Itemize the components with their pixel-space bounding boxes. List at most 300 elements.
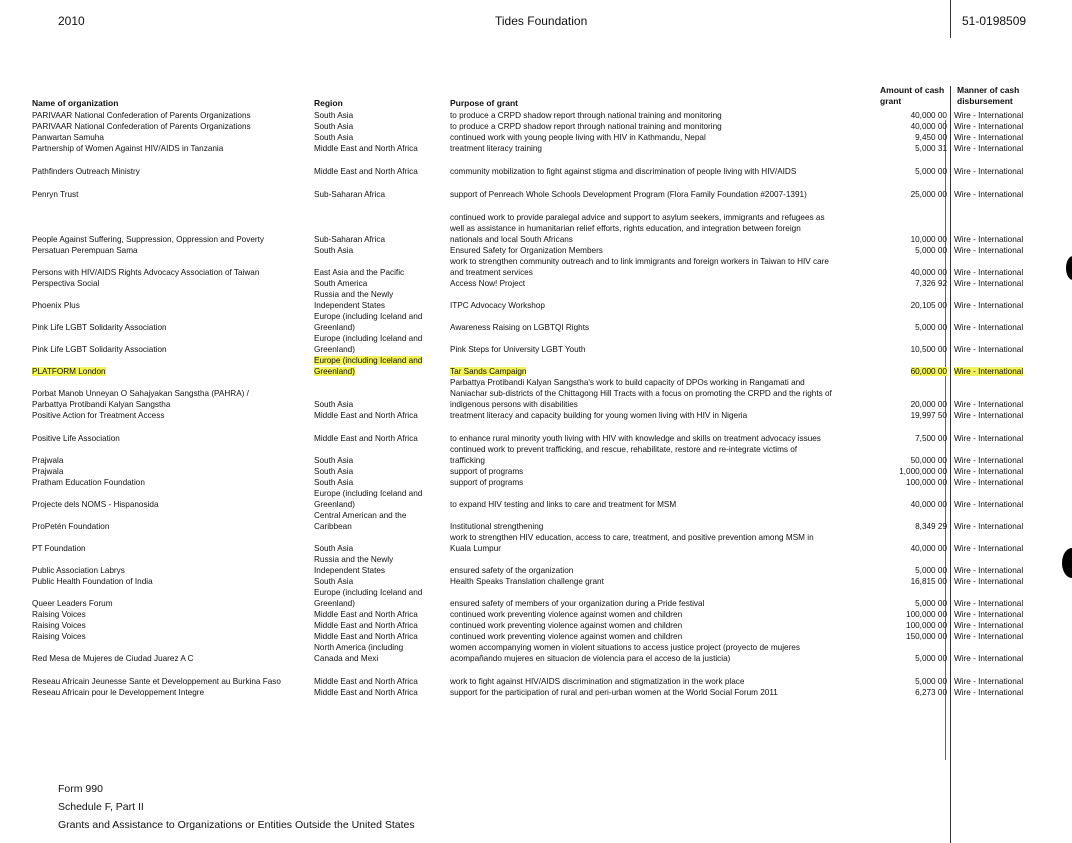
- disbursement-manner: [951, 245, 1044, 256]
- grant-region: [314, 410, 450, 421]
- disbursement-manner-text: Wire - International: [954, 632, 1024, 641]
- grant-region: [314, 532, 450, 554]
- disbursement-manner-text: Wire - International: [954, 122, 1024, 131]
- grant-region-text: East Asia and the Pacific: [314, 268, 405, 277]
- grant-amount-text: 5,000 00: [915, 323, 947, 332]
- grant-purpose: [450, 510, 885, 532]
- grantee-name: [32, 110, 314, 121]
- footer-schedule: Schedule F, Part II: [58, 801, 144, 813]
- grantee-name-text: Panwartan Samuha: [32, 133, 104, 142]
- grant-region: [314, 466, 450, 477]
- grantee-name-text: Positive Action for Treatment Access: [32, 411, 165, 420]
- grantee-name-text: Prajwala: [32, 467, 64, 476]
- grantee-name-text: Reseau Africain pour le Developpement Integre: [32, 688, 205, 697]
- grant-amount-text: 6,273 00: [915, 688, 947, 697]
- grant-purpose: [450, 245, 885, 256]
- grant-amount: [885, 642, 951, 664]
- grant-region: [314, 177, 450, 200]
- grant-amount: [885, 554, 951, 576]
- disbursement-manner: [951, 510, 1044, 532]
- grant-region-text: South Asia: [314, 133, 354, 142]
- grantee-name: [32, 620, 314, 631]
- disbursement-manner: [951, 687, 1044, 698]
- grantee-name: [32, 132, 314, 143]
- disbursement-manner: [951, 289, 1044, 311]
- grant-amount: [885, 587, 951, 609]
- grant-amount-text: 5,000 00: [915, 654, 947, 663]
- grant-amount-text: 5,000 00: [915, 246, 947, 255]
- disbursement-manner: [951, 132, 1044, 143]
- grantee-name-text: Penryn Trust: [32, 190, 79, 199]
- grant-purpose: [450, 620, 885, 631]
- disbursement-manner-text: Wire - International: [954, 400, 1024, 409]
- grant-amount: [885, 631, 951, 642]
- disbursement-manner-text: Wire - International: [954, 456, 1024, 465]
- grant-purpose: [450, 289, 885, 311]
- table-row: [32, 466, 1044, 477]
- grant-region: [314, 444, 450, 466]
- grant-region: [314, 278, 450, 289]
- grantee-name: [32, 576, 314, 587]
- grant-region: [314, 554, 450, 576]
- footer-form: Form 990: [58, 783, 103, 795]
- disbursement-manner: [951, 200, 1044, 245]
- grant-purpose-text: community mobilization to fight against stigma and discrimination of people living with HIV/AIDS: [450, 167, 797, 176]
- grant-amount-text: 50,000 00: [910, 456, 947, 465]
- grant-purpose: [450, 532, 885, 554]
- disbursement-manner-text: Wire - International: [954, 621, 1024, 630]
- table-row: [32, 154, 1044, 177]
- table-row: [32, 121, 1044, 132]
- disbursement-manner-text: Wire - International: [954, 566, 1024, 575]
- grant-region-text: Middle East and North Africa: [314, 677, 418, 686]
- grant-purpose: [450, 377, 885, 410]
- disbursement-manner-text: Wire - International: [954, 544, 1024, 553]
- grant-region: [314, 488, 450, 510]
- grant-amount-text: 150,000 00: [906, 632, 947, 641]
- grant-amount-text: 9,450 00: [915, 133, 947, 142]
- table-row: [32, 256, 1044, 278]
- grantee-name: [32, 664, 314, 687]
- disbursement-manner: [951, 256, 1044, 278]
- grant-amount-text: 10,500 00: [910, 345, 947, 354]
- grant-purpose: [450, 466, 885, 477]
- grant-purpose-text: continued work preventing violence against women and children: [450, 632, 683, 641]
- grant-region-text: Middle East and North Africa: [314, 632, 418, 641]
- grant-region: [314, 631, 450, 642]
- grant-purpose: [450, 410, 885, 421]
- disbursement-manner: [951, 110, 1044, 121]
- disbursement-manner: [951, 121, 1044, 132]
- disbursement-manner: [951, 554, 1044, 576]
- grant-region-text: Europe (including Iceland and Greenland): [314, 334, 423, 354]
- grant-purpose: [450, 256, 885, 278]
- grant-amount: [885, 355, 951, 377]
- grantee-name: [32, 355, 314, 377]
- grant-amount: [885, 609, 951, 620]
- table-row: [32, 488, 1044, 510]
- grant-purpose-text: work to strengthen HIV education, access to care, treatment, and positive prevention among MSM in Kuala Lumpur: [450, 533, 814, 553]
- grantee-name-text: Projecte dels NOMS - Hispanosida: [32, 500, 159, 509]
- grantee-name-text: Pink Life LGBT Solidarity Association: [32, 323, 167, 332]
- table-row: [32, 110, 1044, 121]
- grantee-name: [32, 554, 314, 576]
- grantee-name-text: Positive Life Association: [32, 434, 120, 443]
- grantee-name: [32, 631, 314, 642]
- grant-amount-text: 20,000 00: [910, 400, 947, 409]
- grant-amount-text: 40,000 00: [910, 111, 947, 120]
- table-row: [32, 642, 1044, 664]
- grant-purpose: [450, 278, 885, 289]
- grant-region: [314, 642, 450, 664]
- table-row: [32, 687, 1044, 698]
- grant-region-text: Russia and the Newly Independent States: [314, 290, 394, 310]
- grant-amount-text: 5,000 00: [915, 167, 947, 176]
- grantee-name: [32, 609, 314, 620]
- grant-amount: [885, 576, 951, 587]
- table-row: [32, 311, 1044, 333]
- grant-purpose: [450, 631, 885, 642]
- grant-purpose: [450, 311, 885, 333]
- grant-amount: [885, 132, 951, 143]
- grant-amount-text: 20,105 00: [910, 301, 947, 310]
- grant-purpose: [450, 421, 885, 444]
- grant-region: [314, 256, 450, 278]
- grant-purpose-text: support for the participation of rural and peri-urban women at the World Social Forum 2011: [450, 688, 778, 697]
- grant-purpose-text: continued work to prevent trafficking, and rescue, rehabilitate, restore and re-integrate victims of trafficking: [450, 445, 798, 465]
- grant-region-text: South Asia: [314, 544, 354, 553]
- table-row: [32, 510, 1044, 532]
- grant-amount-text: 40,000 00: [910, 268, 947, 277]
- table-row: [32, 333, 1044, 355]
- grantee-name-text: Phoenix Plus: [32, 301, 80, 310]
- disbursement-manner-text: Wire - International: [954, 610, 1024, 619]
- grant-amount-text: 100,000 00: [906, 478, 947, 487]
- grant-purpose: [450, 477, 885, 488]
- grantee-name: [32, 466, 314, 477]
- grant-amount: [885, 278, 951, 289]
- grant-purpose: [450, 200, 885, 245]
- grant-region: [314, 620, 450, 631]
- grantee-name: [32, 245, 314, 256]
- grant-region-text: Europe (including Iceland and Greenland): [314, 312, 423, 332]
- disbursement-manner-text: Wire - International: [954, 688, 1024, 697]
- table-row: [32, 477, 1044, 488]
- grantee-name-text: People Against Suffering, Suppression, Oppression and Poverty: [32, 235, 264, 244]
- disbursement-manner: [951, 333, 1044, 355]
- grant-amount: [885, 121, 951, 132]
- grant-purpose-text: Ensured Safety for Organization Members: [450, 246, 603, 255]
- grant-region: [314, 245, 450, 256]
- grant-purpose-text: continued work preventing violence against women and children: [450, 621, 683, 630]
- grant-amount-text: 19,997 50: [910, 411, 947, 420]
- disbursement-manner-text: Wire - International: [954, 167, 1024, 176]
- grant-purpose: [450, 110, 885, 121]
- grant-region-text: Middle East and North Africa: [314, 621, 418, 630]
- grant-purpose-text: support of programs: [450, 478, 524, 487]
- disbursement-manner-text: Wire - International: [954, 599, 1024, 608]
- disbursement-manner-text: Wire - International: [954, 235, 1024, 244]
- grant-amount: [885, 421, 951, 444]
- grant-amount-text: 5,000 00: [915, 566, 947, 575]
- disbursement-manner: [951, 355, 1044, 377]
- grantee-name: [32, 377, 314, 410]
- grantee-name-text: Pink Life LGBT Solidarity Association: [32, 345, 167, 354]
- grant-region: [314, 143, 450, 154]
- grant-region: [314, 121, 450, 132]
- grant-purpose-text: to enhance rural minority youth living with HIV with knowledge and skills on treatment advocacy issues: [450, 434, 821, 443]
- grant-amount-text: 40,000 00: [910, 500, 947, 509]
- grant-amount: [885, 687, 951, 698]
- grantee-name: [32, 311, 314, 333]
- grant-region-text: North America (including Canada and Mexi: [314, 643, 404, 663]
- disbursement-manner-text: Wire - International: [954, 500, 1024, 509]
- disbursement-manner-text: Wire - International: [954, 345, 1024, 354]
- disbursement-manner-text: Wire - International: [954, 577, 1024, 586]
- grantee-name-text: Partnership of Women Against HIV/AIDS in Tanzania: [32, 144, 224, 153]
- header-ein: 51-0198509: [962, 14, 1027, 28]
- disbursement-manner: [951, 609, 1044, 620]
- grant-purpose-text: treatment literacy training: [450, 144, 542, 153]
- grant-region: [314, 576, 450, 587]
- disbursement-manner-text: Wire - International: [954, 367, 1024, 376]
- table-row: [32, 587, 1044, 609]
- disbursement-manner: [951, 311, 1044, 333]
- grant-amount: [885, 620, 951, 631]
- grant-purpose-text: Access Now! Project: [450, 279, 526, 288]
- grant-region-text: Russia and the Newly Independent States: [314, 555, 394, 575]
- grants-table-body: [32, 110, 1044, 698]
- table-row: [32, 444, 1044, 466]
- grantee-name: [32, 154, 314, 177]
- grant-region-text: Middle East and North Africa: [314, 434, 418, 443]
- grantee-name-text: PARIVAAR National Confederation of Parents Organizations: [32, 111, 251, 120]
- grant-region-text: South Asia: [314, 122, 354, 131]
- table-row: [32, 289, 1044, 311]
- header-organization: Tides Foundation: [495, 14, 588, 28]
- grant-region-text: South Asia: [314, 577, 354, 586]
- grant-purpose: [450, 121, 885, 132]
- footer-description: Grants and Assistance to Organizations or Entities Outside the United States: [58, 819, 415, 831]
- grant-amount-text: 7,326 92: [915, 279, 947, 288]
- table-row: [32, 278, 1044, 289]
- grant-purpose-text: work to fight against HIV/AIDS discrimination and stigmatization in the work place: [450, 677, 745, 686]
- grant-amount-text: 7,500 00: [915, 434, 947, 443]
- grantee-name: [32, 177, 314, 200]
- grantee-name-text: Raising Voices: [32, 610, 86, 619]
- grant-amount-text: 5,000 00: [915, 599, 947, 608]
- table-row: [32, 620, 1044, 631]
- grant-amount: [885, 143, 951, 154]
- grantee-name: [32, 510, 314, 532]
- disbursement-manner-text: Wire - International: [954, 279, 1024, 288]
- header-divider: [950, 0, 951, 38]
- grant-amount-text: 1,000,000 00: [899, 467, 947, 476]
- grantee-name: [32, 642, 314, 664]
- grantee-name: [32, 532, 314, 554]
- disbursement-manner-text: Wire - International: [954, 301, 1024, 310]
- grant-purpose-text: Tar Sands Campaign: [450, 367, 527, 376]
- grant-region-text: Middle East and North Africa: [314, 411, 418, 420]
- column-header-region: Region: [314, 98, 343, 108]
- disbursement-manner: [951, 488, 1044, 510]
- grant-purpose-text: Awareness Raising on LGBTQI Rights: [450, 323, 590, 332]
- grant-amount: [885, 110, 951, 121]
- grantee-name: [32, 256, 314, 278]
- grant-region-text: South Asia: [314, 111, 354, 120]
- disbursement-manner: [951, 143, 1044, 154]
- grant-purpose: [450, 687, 885, 698]
- grant-region-text: South Asia: [314, 467, 354, 476]
- column-header-name: Name of organization: [32, 98, 119, 108]
- table-row: [32, 143, 1044, 154]
- grantee-name-text: Red Mesa de Mujeres de Ciudad Juarez A C: [32, 654, 194, 663]
- grantee-name: [32, 410, 314, 421]
- grantee-name-text: Persons with HIV/AIDS Rights Advocacy Association of Taiwan: [32, 268, 260, 277]
- grant-amount: [885, 488, 951, 510]
- header-year: 2010: [58, 14, 85, 28]
- table-row: [32, 245, 1044, 256]
- grant-purpose-text: Health Speaks Translation challenge grant: [450, 577, 604, 586]
- grant-amount: [885, 532, 951, 554]
- table-row: [32, 664, 1044, 687]
- grant-amount-text: 40,000 00: [910, 544, 947, 553]
- disbursement-manner-text: Wire - International: [954, 144, 1024, 153]
- grant-purpose-text: ensured safety of the organization: [450, 566, 574, 575]
- grant-amount: [885, 289, 951, 311]
- grant-amount-text: 16,815 00: [910, 577, 947, 586]
- grantee-name: [32, 477, 314, 488]
- grantee-name: [32, 200, 314, 245]
- grant-region: [314, 421, 450, 444]
- grant-purpose: [450, 132, 885, 143]
- grant-amount-text: 100,000 00: [906, 610, 947, 619]
- grant-amount: [885, 311, 951, 333]
- grantee-name-text: PARIVAAR National Confederation of Parents Organizations: [32, 122, 251, 131]
- grant-region-text: Middle East and North Africa: [314, 144, 418, 153]
- grant-purpose: [450, 609, 885, 620]
- grant-amount: [885, 377, 951, 410]
- grant-purpose: [450, 143, 885, 154]
- grant-purpose-text: continued work with young people living with HIV in Kathmandu, Nepal: [450, 133, 706, 142]
- grant-region-text: Europe (including Iceland and Greenland): [314, 489, 423, 509]
- grant-region: [314, 311, 450, 333]
- grant-amount: [885, 466, 951, 477]
- grant-purpose-text: women accompanying women in violent situations to access justice project (proyecto de mujeres acompañando mujeres en situacion de violencia para el acceso de la justicia): [450, 643, 800, 663]
- disbursement-manner-text: Wire - International: [954, 111, 1024, 120]
- grant-region: [314, 687, 450, 698]
- grant-amount: [885, 154, 951, 177]
- disbursement-manner-text: Wire - International: [954, 411, 1024, 420]
- grant-region: [314, 110, 450, 121]
- grant-purpose: [450, 444, 885, 466]
- grant-region: [314, 477, 450, 488]
- grant-region: [314, 510, 450, 532]
- grant-region-text: Middle East and North Africa: [314, 167, 418, 176]
- disbursement-manner: [951, 477, 1044, 488]
- punch-hole-mark: [1062, 548, 1072, 578]
- grantee-name: [32, 444, 314, 466]
- grant-amount: [885, 333, 951, 355]
- disbursement-manner-text: Wire - International: [954, 677, 1024, 686]
- grant-amount-text: 40,000 00: [910, 122, 947, 131]
- grantee-name-text: Persatuan Perempuan Sama: [32, 246, 138, 255]
- disbursement-manner: [951, 631, 1044, 642]
- grant-purpose-text: support of Penreach Whole Schools Development Program (Flora Family Foundation #2007-1391): [450, 190, 807, 199]
- grant-purpose-text: support of programs: [450, 467, 524, 476]
- disbursement-manner-text: Wire - International: [954, 246, 1024, 255]
- grant-purpose-text: to expand HIV testing and links to care and treatment for MSM: [450, 500, 677, 509]
- grantee-name-text: Pratham Education Foundation: [32, 478, 145, 487]
- grantee-name-text: Pathfinders Outreach Ministry: [32, 167, 140, 176]
- disbursement-manner: [951, 587, 1044, 609]
- grant-purpose-text: Institutional strengthening: [450, 522, 544, 531]
- grant-purpose-text: continued work preventing violence against women and children: [450, 610, 683, 619]
- grant-amount-text: 10,000 00: [910, 235, 947, 244]
- grantee-name: [32, 421, 314, 444]
- table-row: [32, 576, 1044, 587]
- grant-amount: [885, 510, 951, 532]
- grant-region-text: Sub-Saharan Africa: [314, 190, 386, 199]
- column-header-manner: Manner of cash disbursement: [957, 85, 1020, 106]
- grant-region: [314, 587, 450, 609]
- grantee-name: [32, 143, 314, 154]
- grant-purpose: [450, 664, 885, 687]
- disbursement-manner: [951, 620, 1044, 631]
- table-row: [32, 410, 1044, 421]
- grant-purpose: [450, 554, 885, 576]
- disbursement-manner-text: Wire - International: [954, 133, 1024, 142]
- grantee-name: [32, 121, 314, 132]
- grantee-name-text: Porbat Manob Unneyan O Sahajyakan Sangstha (PAHRA) / Parbattya Protibandi Kalyan Sangstha: [32, 389, 249, 409]
- grant-region-text: South Asia: [314, 478, 354, 487]
- disbursement-manner-text: Wire - International: [954, 434, 1024, 443]
- grant-purpose-text: ITPC Advocacy Workshop: [450, 301, 545, 310]
- grantee-name-text: Perspectiva Social: [32, 279, 100, 288]
- disbursement-manner: [951, 154, 1044, 177]
- grant-amount-text: 5,000 31: [915, 144, 947, 153]
- disbursement-manner-text: Wire - International: [954, 323, 1024, 332]
- grant-amount-text: 60,000 00: [910, 367, 947, 376]
- grant-purpose-text: treatment literacy and capacity building for young women living with HIV in Nigeria: [450, 411, 748, 420]
- disbursement-manner: [951, 576, 1044, 587]
- grantee-name: [32, 687, 314, 698]
- disbursement-manner: [951, 377, 1044, 410]
- grant-region: [314, 154, 450, 177]
- disbursement-manner: [951, 444, 1044, 466]
- disbursement-manner-text: Wire - International: [954, 654, 1024, 663]
- grant-amount: [885, 444, 951, 466]
- disbursement-manner-text: Wire - International: [954, 522, 1024, 531]
- grant-purpose: [450, 333, 885, 355]
- grant-region: [314, 664, 450, 687]
- grant-region: [314, 377, 450, 410]
- table-row: [32, 132, 1044, 143]
- grantee-name: [32, 289, 314, 311]
- grant-purpose: [450, 642, 885, 664]
- grant-region: [314, 355, 450, 377]
- disbursement-manner: [951, 664, 1044, 687]
- table-row: [32, 355, 1044, 377]
- disbursement-manner-text: Wire - International: [954, 478, 1024, 487]
- table-row: [32, 532, 1044, 554]
- grantee-name-text: Reseau Africain Jeunesse Sante et Developpement au Burkina Faso: [32, 677, 281, 686]
- grant-amount: [885, 664, 951, 687]
- grant-region: [314, 200, 450, 245]
- grant-purpose: [450, 587, 885, 609]
- grant-purpose: [450, 576, 885, 587]
- grant-region-text: Europe (including Iceland and Greenland): [314, 356, 423, 376]
